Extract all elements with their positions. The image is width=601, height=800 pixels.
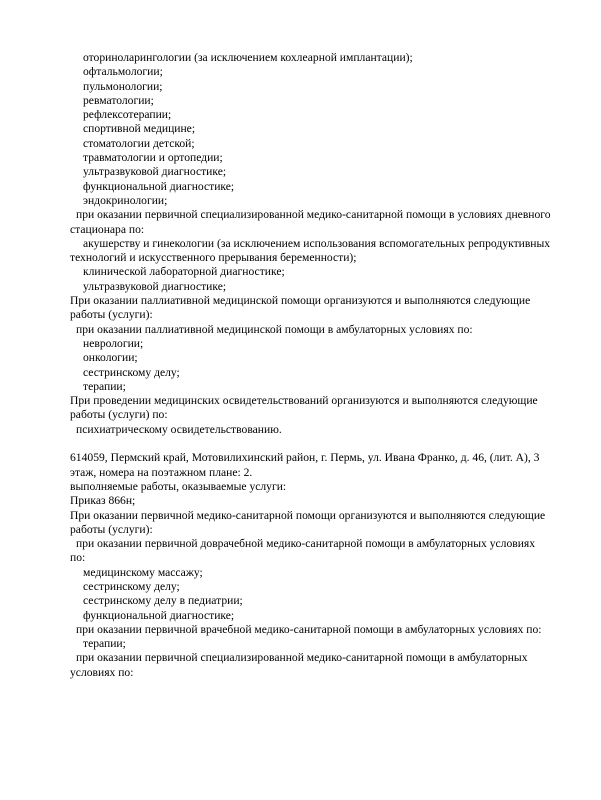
text-line: сестринскому делу; [83, 365, 180, 379]
text-line: онкологии; [83, 351, 138, 365]
text-line: эндокринологии; [83, 193, 168, 207]
text-line: функциональной диагностике; [83, 608, 235, 622]
text-line: условиях по: [70, 665, 134, 679]
text-line: работы (услуги): [70, 308, 153, 322]
text-line: При оказании первичной медико-санитарной помощи организуются и выполняются следующие [70, 508, 546, 522]
text-line: рефлексотерапии; [83, 108, 172, 122]
text-line: при оказании первичной доврачебной медико-санитарной помощи в амбулаторных условиях [76, 537, 536, 551]
text-line: работы (услуги) по: [70, 408, 168, 422]
blank-line [70, 437, 575, 451]
text-line: оториноларингологии (за исключением кохлеарной имплантации); [83, 51, 413, 64]
text-line: по: [70, 551, 86, 565]
text-line: технологий и искусственного прерывания беременности); [70, 251, 357, 265]
document-body [70, 51, 575, 680]
text-line: пульмонологии; [83, 79, 163, 93]
text-line: сестринскому делу в педиатрии; [83, 594, 243, 608]
text-line: этаж, номера на поэтажном плане: 2. [70, 465, 253, 479]
text-line: медицинскому массажу; [83, 565, 203, 579]
text-line: спортивной медицине; [83, 122, 196, 136]
text-line: травматологии и ортопедии; [83, 151, 223, 165]
text-line: психиатрическому освидетельствованию. [76, 422, 282, 436]
text-line: При проведении медицинских освидетельствований организуются и выполняются следующие [70, 394, 538, 408]
text-line: выполняемые работы, оказываемые услуги: [70, 479, 287, 493]
text-line: терапии; [83, 637, 126, 651]
text-line: при оказании первичной специализированной медико-санитарной помощи в амбулаторных [76, 651, 528, 665]
text-line: функциональной диагностике; [83, 179, 235, 193]
text-line: при оказании первичной специализированной медико-санитарной помощи в условиях дневного [76, 208, 551, 222]
text-line: 614059, Пермский край, Мотовилихинский район, г. Пермь, ул. Ивана Франко, д. 46, (лит. А), 3 [70, 451, 540, 465]
text-line: ревматологии; [83, 93, 154, 107]
text-line: терапии; [83, 379, 126, 393]
text-line: сестринскому делу; [83, 579, 180, 593]
text-line: при оказании паллиативной медицинской помощи в амбулаторных условиях по: [76, 322, 473, 336]
text-line: При оказании паллиативной медицинской помощи организуются и выполняются следующие [70, 294, 531, 308]
text-line: стоматологии детской; [83, 136, 195, 150]
text-line: Приказ 866н; [70, 494, 136, 508]
text-line: неврологии; [83, 336, 144, 350]
text-line: ультразвуковой диагностике; [83, 165, 227, 179]
text-line: при оказании первичной врачебной медико-санитарной помощи в амбулаторных условиях по: [76, 622, 542, 636]
text-line: офтальмологии; [83, 65, 163, 79]
text-line: акушерству и гинекологии (за исключением использования вспомогательных репродуктивных [83, 236, 551, 250]
text-line: ультразвуковой диагностике; [83, 279, 227, 293]
text-line: стационара по: [70, 222, 145, 236]
text-line: работы (услуги): [70, 522, 153, 536]
text-line: клинической лабораторной диагностике; [83, 265, 285, 279]
